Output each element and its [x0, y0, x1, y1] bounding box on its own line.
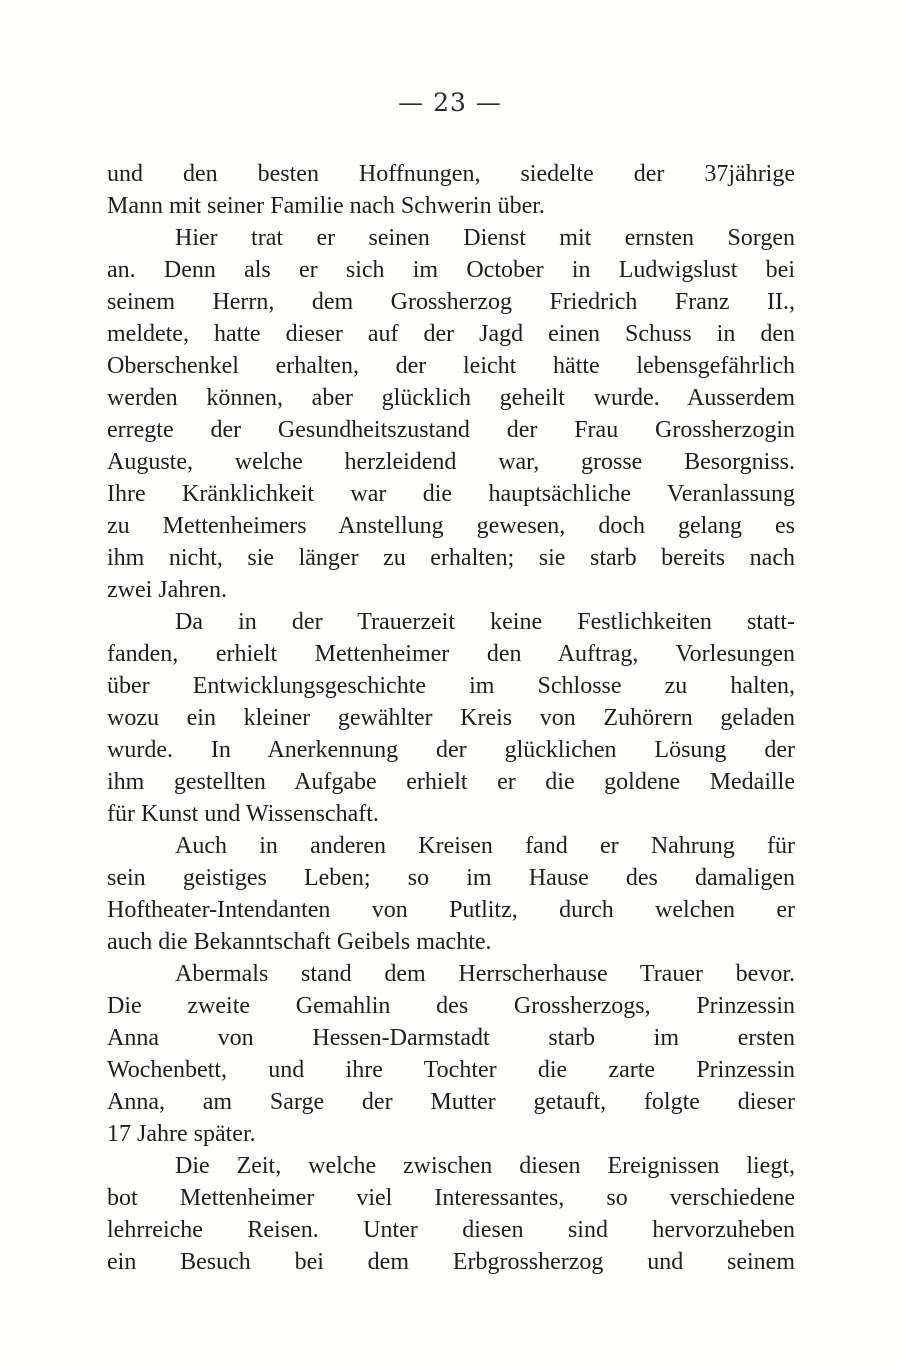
text-line: über Entwicklungsgeschichte im Schlosse zu halten, — [107, 673, 795, 699]
text-line: bot Mettenheimer viel Interessantes, so verschiedene — [107, 1185, 795, 1211]
text-line: an. Denn als er sich im October in Ludwigslust bei — [107, 257, 795, 283]
text-line: ein Besuch bei dem Erbgrossherzog und seinem — [107, 1249, 795, 1275]
text-line: fanden, erhielt Mettenheimer den Auftrag, Vorlesungen — [107, 641, 795, 667]
text-line: auch die Bekanntschaft Geibels machte. — [107, 929, 492, 955]
text-line: Da in der Trauerzeit keine Festlichkeiten statt- — [175, 609, 795, 635]
text-line: Anna von Hessen-Darmstadt starb im ersten — [107, 1025, 795, 1051]
text-line: Die zweite Gemahlin des Grossherzogs, Prinzessin — [107, 993, 795, 1019]
text-line: zwei Jahren. — [107, 577, 227, 603]
text-line: Mann mit seiner Familie nach Schwerin über. — [107, 193, 545, 219]
text-line: 17 Jahre später. — [107, 1121, 256, 1147]
text-line: Oberschenkel erhalten, der leicht hätte lebensgefährlich — [107, 353, 795, 379]
text-line: Abermals stand dem Herrscherhause Trauer bevor. — [175, 961, 795, 987]
text-line: Hoftheater-Intendanten von Putlitz, durch welchen er — [107, 897, 795, 923]
text-line: zu Mettenheimers Anstellung gewesen, doch gelang es — [107, 513, 795, 539]
text-line: lehrreiche Reisen. Unter diesen sind hervorzuheben — [107, 1217, 795, 1243]
text-line: Auch in anderen Kreisen fand er Nahrung für — [175, 833, 795, 859]
text-line: Auguste, welche herzleidend war, grosse Besorgniss. — [107, 449, 795, 475]
text-line: meldete, hatte dieser auf der Jagd einen Schuss in den — [107, 321, 795, 347]
text-line: sein geistiges Leben; so im Hause des damaligen — [107, 865, 795, 891]
text-line: Hier trat er seinen Dienst mit ernsten Sorgen — [175, 225, 795, 251]
text-line: erregte der Gesundheitszustand der Frau Grossherzogin — [107, 417, 795, 443]
text-line: Ihre Kränklichkeit war die hauptsächliche Veranlassung — [107, 481, 795, 507]
text-line: wozu ein kleiner gewählter Kreis von Zuhörern geladen — [107, 705, 795, 731]
text-line: für Kunst und Wissenschaft. — [107, 801, 379, 827]
text-line: wurde. In Anerkennung der glücklichen Lösung der — [107, 737, 795, 763]
text-line: Die Zeit, welche zwischen diesen Ereignissen liegt, — [175, 1153, 795, 1179]
text-line: ihm gestellten Aufgabe erhielt er die goldene Medaille — [107, 769, 795, 795]
page-number: — 23 — — [398, 88, 502, 117]
text-line: werden können, aber glücklich geheilt wurde. Ausserdem — [107, 385, 795, 411]
text-line: Anna, am Sarge der Mutter getauft, folgte dieser — [107, 1089, 795, 1115]
text-line: ihm nicht, sie länger zu erhalten; sie starb bereits nach — [107, 545, 795, 571]
text-line: seinem Herrn, dem Grossherzog Friedrich Franz II., — [107, 289, 795, 315]
text-line: Wochenbett, und ihre Tochter die zarte Prinzessin — [107, 1057, 795, 1083]
body-text — [107, 158, 795, 1278]
text-line: und den besten Hoffnungen, siedelte der 37jährige — [107, 161, 795, 187]
